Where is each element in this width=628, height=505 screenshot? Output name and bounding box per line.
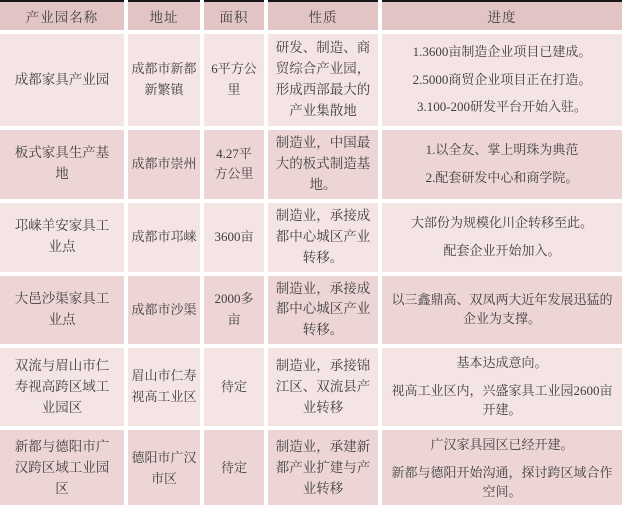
cell-nature: 制造业，承接成都中心城区产业转移。 xyxy=(266,201,380,274)
cell-progress xyxy=(380,32,622,128)
progress-line: 新都与德阳开始沟通，探讨跨区域合作空间。 xyxy=(391,464,613,499)
table-row xyxy=(0,201,622,274)
progress-line: 视高工业区内，兴盛家具工业园2600亩开建。 xyxy=(391,383,613,417)
cell-progress xyxy=(380,274,622,347)
cell-area: 待定 xyxy=(202,346,266,428)
cell-address: 德阳市广汉市区 xyxy=(126,428,202,505)
cell-progress xyxy=(380,428,622,505)
progress-line: 1.3600亩制造企业项目已建成。 xyxy=(412,43,592,59)
progress-line: 3.100-200研发平台开始入驻。 xyxy=(416,99,588,115)
column-header: 进度 xyxy=(380,1,622,32)
progress-line: 广汉家具园区已经开建。 xyxy=(430,436,574,452)
cell-address: 成都市新都新繁镇 xyxy=(126,32,202,128)
table-row xyxy=(0,32,622,128)
progress-line: 大部份为规模化川企转移至此。 xyxy=(410,214,593,230)
cell-address: 成都市崇州 xyxy=(126,128,202,201)
column-header: 地址 xyxy=(126,1,202,32)
cell-progress xyxy=(380,201,622,274)
progress-line: 配套企业开始加入。 xyxy=(443,242,561,258)
progress-line: 2.配套研发中心和商学院。 xyxy=(425,169,579,185)
cell-progress xyxy=(380,128,622,201)
table-row xyxy=(0,274,622,347)
progress-line: 以三鑫鼎高、双凤两大近年发展迅猛的企业为支撑。 xyxy=(391,292,613,326)
cell-nature: 制造业，承建新都产业扩建与产业转移 xyxy=(266,428,380,505)
cell-park-name: 大邑沙渠家具工业点 xyxy=(0,274,126,347)
cell-address: 成都市邛崃 xyxy=(126,201,202,274)
cell-area: 6平方公里 xyxy=(202,32,266,128)
cell-park-name: 成都家具产业园 xyxy=(0,32,126,128)
column-header: 产业园名称 xyxy=(0,1,126,32)
cell-park-name: 邛崃羊安家具工业点 xyxy=(0,201,126,274)
cell-area: 待定 xyxy=(202,428,266,505)
cell-area: 2000多亩 xyxy=(202,274,266,347)
cell-nature: 制造业，承接成都中心城区产业转移。 xyxy=(266,274,380,347)
cell-nature: 制造业，承接锦江区、双流县产业转移 xyxy=(266,346,380,428)
column-header: 面积 xyxy=(202,1,266,32)
progress-line: 1.以全友、掌上明珠为典范 xyxy=(425,142,579,158)
cell-nature: 制造业，中国最大的板式制造基地。 xyxy=(266,128,380,201)
cell-progress xyxy=(380,346,622,428)
cell-address: 成都市沙渠 xyxy=(126,274,202,347)
header-row xyxy=(0,1,622,32)
cell-area: 3600亩 xyxy=(202,201,266,274)
table-row xyxy=(0,128,622,201)
progress-line: 基本达成意向。 xyxy=(456,355,548,371)
cell-park-name: 双流与眉山市仁寿视高跨区域工业园区 xyxy=(0,346,126,428)
table-row xyxy=(0,428,622,505)
cell-address: 眉山市仁寿视高工业区 xyxy=(126,346,202,428)
table-body xyxy=(0,32,622,505)
table-row xyxy=(0,346,622,428)
cell-nature: 研发、制造、商贸综合产业园，形成西部最大的产业集散地 xyxy=(266,32,380,128)
progress-line: 2.5000商贸企业项目正在打造。 xyxy=(412,71,592,87)
cell-park-name: 板式家具生产基地 xyxy=(0,128,126,201)
table-header xyxy=(0,1,622,32)
column-header: 性质 xyxy=(266,1,380,32)
cell-park-name: 新都与德阳市广汉跨区域工业园区 xyxy=(0,428,126,505)
cell-area: 4.27平方公里 xyxy=(202,128,266,201)
